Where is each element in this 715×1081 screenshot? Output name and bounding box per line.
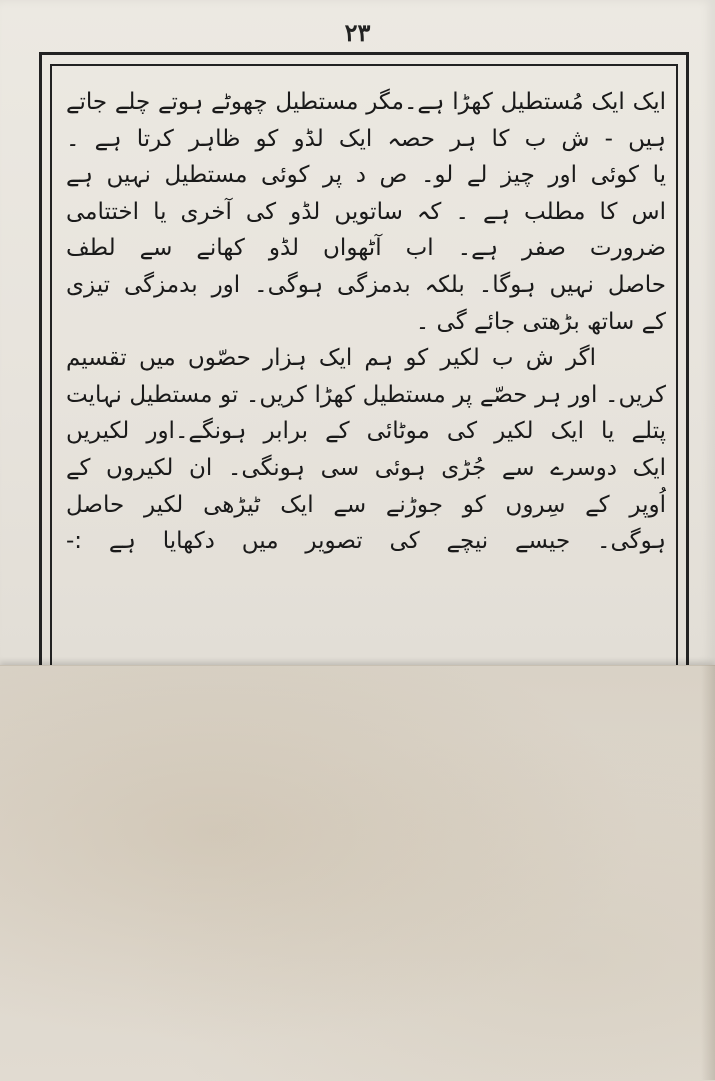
text-line: اگر ش ب لکیر کو ہم ایک ہزار حصّوں میں تقسیم	[66, 345, 596, 372]
text-line: پتلے یا ایک لکیر کی موٹائی کے برابر ہونگے۔اور لکیریں	[66, 418, 666, 445]
text-line: کے ساتھ بڑھتی جائے گی ۔	[415, 308, 666, 335]
body-text	[66, 84, 666, 664]
sheet-edge-shadow	[701, 665, 715, 1080]
text-line: ہیں - ش ب کا ہر حصہ ایک لڈو کو ظاہر کرتا ہے ۔	[66, 125, 666, 152]
overlapping-blank-sheet	[0, 665, 715, 1081]
text-line: ہوگی۔ جیسے نیچے کی تصویر میں دکھایا ہے :-	[66, 528, 666, 555]
text-line: ایک دوسرے سے جُڑی ہوئی سی ہونگی۔ ان لکیروں کے	[66, 454, 666, 481]
text-line: اس کا مطلب ہے ۔ کہ ساتویں لڈو کی آخری یا اختتامی	[66, 198, 666, 225]
text-line: یا کوئی اور چیز لے لو۔ ص د پر کوئی مستطیل نہیں ہے	[66, 162, 666, 189]
text-line: کریں۔ اور ہر حصّے پر مستطیل کھڑا کریں۔ تو مستطیل نہایت	[66, 381, 666, 408]
text-line: حاصل نہیں ہوگا۔ بلکہ بدمزگی ہوگی۔ اور بدمزگی تیزی	[66, 271, 666, 298]
text-line: ضرورت صفر ہے۔ اب آٹھواں لڈو کھانے سے لطف	[66, 235, 666, 262]
text-line: اُوپر کے سِروں کو جوڑنے سے ایک ٹیڑھی لکیر حاصل	[66, 491, 666, 518]
text-line: ایک ایک مُستطیل کھڑا ہے۔مگر مستطیل چھوٹے ہوتے چلے جاتے	[66, 89, 666, 115]
page-number: ٢٣	[344, 18, 371, 47]
